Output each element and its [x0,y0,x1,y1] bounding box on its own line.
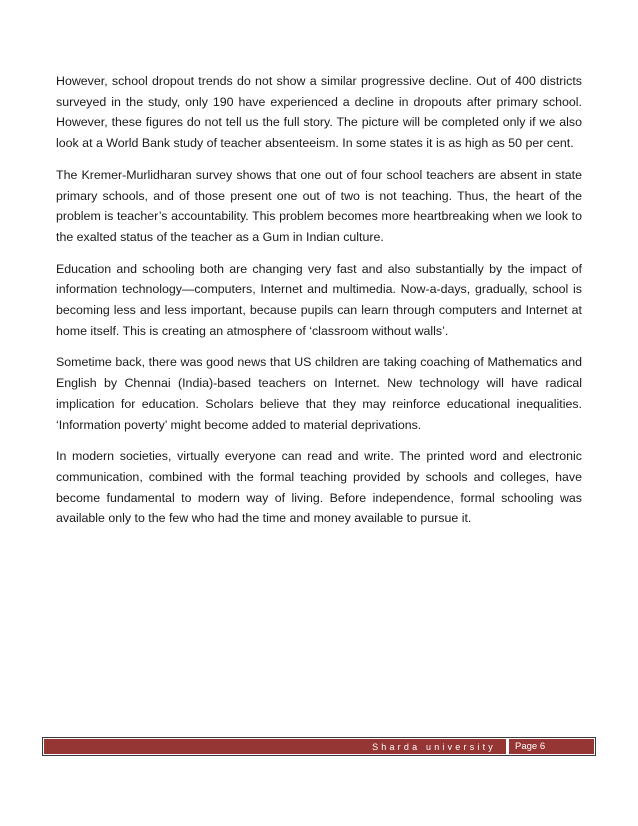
document-body [56,71,582,540]
paragraph-information-technology: Education and schooling both are changing very fast and also substantially by the impact of information technology—computers, Internet and multimedia. Now-a-days, gradually, school is becoming less and less important, because pupils can learn through computers and Internet at home itself. This is creating an atmosphere of ‘classroom without walls’. [56,261,582,338]
paragraph-online-coaching: Sometime back, there was good news that US children are taking coaching of Mathematics and English by Chennai (India)-based teachers on Internet. New technology will have radical implication for education. Scholars believe that they may reinforce educational inequalities. ‘Information poverty’ might become added to material deprivations. [56,355,582,432]
paragraph-kremer-survey: The Kremer-Murlidharan survey shows that one out of four school teachers are absent in state primary schools, and of those present one out of two is not teaching. Thus, the heart of the problem is teacher’s accountability. This problem becomes more heartbreaking when we look to the exalted status of the teacher as a Gum in Indian culture. [56,167,582,244]
footer-university-name: Sharda university [44,739,506,754]
footer-page-number: Page 6 [506,739,594,754]
paragraph-dropout-trends: However, school dropout trends do not show a similar progressive decline. Out of 400 districts surveyed in the study, only 190 have experienced a decline in dropouts after primary school. However, these figures do not tell us the full story. The picture will be completed only if we also look at a World Bank study of teacher absenteeism. In some states it is as high as 50 per cent. [56,74,582,151]
paragraph-modern-societies: In modern societies, virtually everyone can read and write. The printed word and electronic communication, combined with the formal teaching provided by schools and colleges, have become fundamental to modern way of living. Before independence, formal schooling was available only to the few who had the time and money available to pursue it. [56,449,582,526]
footer-bar [44,739,594,754]
page-footer [42,737,596,756]
